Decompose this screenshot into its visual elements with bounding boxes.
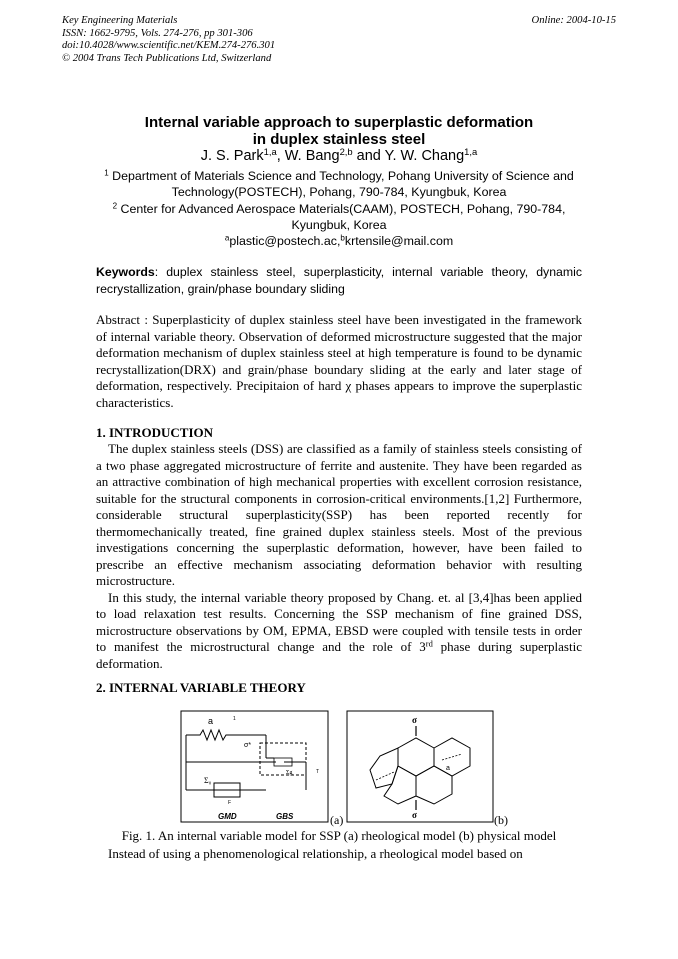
author-separator: , <box>276 148 285 164</box>
label-sigma-top: σ <box>412 715 417 725</box>
affiliation-mark: 2 <box>112 201 118 211</box>
affiliation-text: Department of Materials Science and Technology, Pohang University of Science and Technology(POSTECH), Pohang, 790-784, Kyungbuk, Korea <box>108 169 574 200</box>
superscript: rd <box>425 638 433 649</box>
author-list <box>96 147 582 165</box>
paragraph-text: phase during superplastic deformation. <box>96 639 582 671</box>
keywords-label: Keywords <box>96 265 155 279</box>
figure-rheological-model <box>180 710 332 826</box>
journal-name: Key Engineering Materials <box>62 15 178 26</box>
figure-label-a: (a) <box>330 813 344 827</box>
label-a-b: a <box>446 765 450 772</box>
email-mark: a <box>224 233 230 243</box>
label-small-1: 1 <box>233 716 236 722</box>
online-date: Online: 2004-10-15 <box>531 15 616 26</box>
figure-label-b: (b) <box>494 813 508 827</box>
paragraph-text: In this study, the internal variable theory proposed by Chang. et. al [3,4]has been applied to load relaxation test results. Concerning the SSP mechanism of fine grained DSS, microstructure observations by OM, EPMA, EBSD were coupled with tensile tests in order to manifest the microstructural change and the role of 3 <box>96 589 582 654</box>
journal-header <box>62 15 275 65</box>
figure-caption: Fig. 1. An internal variable model for SSP (a) rheological model (b) physical model <box>121 828 557 843</box>
label-gmd: GMD <box>218 812 237 821</box>
label-small-f: F <box>228 800 232 806</box>
title-line-2: in duplex stainless steel <box>252 131 426 148</box>
journal-doi: doi:10.4028/www.scientific.net/KEM.274-276.301 <box>62 40 276 52</box>
email-a: plastic@postech.ac, <box>229 234 341 248</box>
affiliation-text: Center for Advanced Aerospace Materials(CAAM), POSTECH, Pohang, 790-784, Kyungbuk, Korea <box>117 202 566 233</box>
paper-title <box>96 114 582 148</box>
author-affil-mark: 1,a <box>464 145 478 157</box>
introduction-body <box>96 441 582 672</box>
email-mark: b <box>340 233 345 243</box>
figure-physical-model <box>346 710 494 826</box>
label-a: a <box>208 716 214 726</box>
label-sigma-bottom: σ <box>412 810 417 820</box>
section-heading-internal-variable-theory: 2. INTERNAL VARIABLE THEORY <box>96 680 306 695</box>
paragraph-continued: Instead of using a phenomenological relationship, a rheological model based on <box>108 846 523 861</box>
journal-copyright: © 2004 Trans Tech Publications Ltd, Switzerland <box>62 52 272 64</box>
affiliation-mark: 1 <box>104 168 109 178</box>
journal-issn: ISSN: 1662-9795, Vols. 274-276, pp 301-306 <box>62 27 253 39</box>
author-affil-mark: 1,a <box>263 145 277 157</box>
author-emails <box>96 233 582 249</box>
title-line-1: Internal variable approach to superplastic deformation <box>144 114 534 131</box>
keywords-text: : duplex stainless steel, superplasticity, internal variable theory, dynamic recrystallization, grain/phase boundary sliding <box>96 265 582 296</box>
figure-b-frame <box>347 711 493 822</box>
author-name: J. S. Park <box>200 148 264 164</box>
keywords <box>96 264 582 297</box>
label-sigma0: Σ₀ <box>204 776 212 785</box>
author-affil-mark: 2,b <box>339 145 353 157</box>
label-sigma-g: Σg <box>286 770 293 776</box>
paragraph <box>96 590 582 673</box>
paragraph: The duplex stainless steels (DSS) are classified as a family of stainless steels consisting of a two phase aggregated microstructure of ferrite and austenite. They have been regarded as an attractive combination of high mechanical properties with excellent corrosion resistance, suitable for the structural components in corrosion-critical environments.[1,2] Furthermore, considerable structural superplasticity(SSP) has been reported recently for thermomechanically treated, fine grained duplex stainless steels. Most of the previous investigations concerning the superplastic deformation, however, have been failed to prescribe an effective mechanism associating deformation behavior with resulting microstructure. <box>96 441 582 588</box>
label-small-t: T <box>316 769 320 775</box>
label-sigma-star: σ* <box>244 742 252 749</box>
section-heading-introduction: 1. INTRODUCTION <box>96 425 214 440</box>
affiliation-2 <box>96 201 582 234</box>
email-b: krtensile@mail.com <box>344 234 454 248</box>
affiliation-1 <box>96 168 582 201</box>
author-separator: and <box>352 148 385 164</box>
abstract: Abstract : Superplasticity of duplex stainless steel have been investigated in the framework of internal variable theory. Observation of deformed microstructure suggested that the major deformation mechanism of duplex stainless steel at high temperature is found to be dynamic recrystallization(DRX) and grain/phase boundary sliding at the early and later stage of deformation, respectively. Precipitaion of hard χ phases appears to improve the superplastic characteristics. <box>96 312 582 410</box>
label-gbs: GBS <box>276 812 294 821</box>
author-name: Y. W. Chang <box>384 148 465 164</box>
author-name: W. Bang <box>284 148 340 164</box>
